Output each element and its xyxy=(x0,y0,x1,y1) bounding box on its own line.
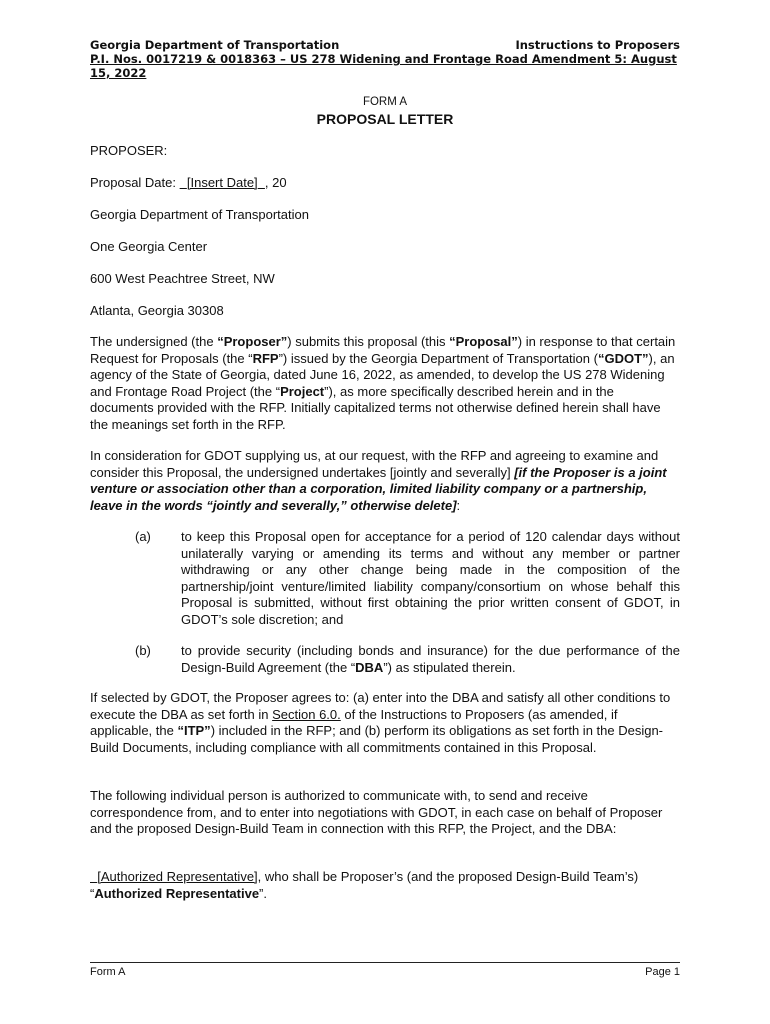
proposal-date-placeholder: [Insert Date] xyxy=(186,175,258,190)
form-label: FORM A xyxy=(362,96,408,108)
list-item-text: to keep this Proposal open for acceptance for a period of 120 calendar days without unilaterally varying or amending its terms and without any member or partner withdrawing or any other change being made in the composition of the partnership/joint venture/limited liability company/consortium on whose behalf this Proposal is submitted, without first obtaining the prior written consent of GDOT, in GDOT’s sole discretion; and xyxy=(181,529,680,627)
address-line-3: 600 West Peachtree Street, NW xyxy=(90,271,275,286)
proposal-date-suffix: , 20 xyxy=(264,175,287,190)
footer-form-label: Form A xyxy=(90,966,126,978)
paragraph-authorization: The following individual person is authorized to communicate with, to send and receive correspondence from, and to enter into negotiations with GDOT, in each case on behalf of Proposer and the proposed Design-Build Team in connection with this RFP, the Project, and the DBA: xyxy=(90,788,663,836)
list-item-label: (a) xyxy=(135,529,151,544)
list-item-label: (b) xyxy=(135,643,151,658)
list-item-a xyxy=(90,529,680,629)
proposer-label: PROPOSER: xyxy=(90,143,168,158)
running-footer xyxy=(90,966,680,978)
proposal-date xyxy=(90,175,680,192)
paragraph-authorized-representative: [Authorized Representative], who shall be Proposer’s (and the proposed Design-Build Team’s) “Authorized Representative”. xyxy=(90,869,639,901)
bracketed-instruction: [if the Proposer is a joint venture or association other than a corporation, limited liability company or a partnership, leave in the words “jointly and severally,” otherwise delete] xyxy=(90,464,667,513)
list-item-b xyxy=(90,643,680,677)
address-line-4: Atlanta, Georgia 30308 xyxy=(90,303,224,318)
paragraph-introduction: The undersigned (the “Proposer”) submits this proposal (this “Proposal”) in response to that certain Request for Proposals (the “RFP”) issued by the Georgia Department of Transportation (“GDOT”), an agency of the State of Georgia, dated June 16, 2022, as amended, to develop the US 278 Widening and Frontage Road Project (the “Project”), as more specifically described herein and in the documents provided with the RFP. Initially capitalized terms not otherwise defined herein shall have the meanings set forth in the RFP. xyxy=(90,334,676,432)
section-reference: Section 6.0. xyxy=(272,706,341,722)
header-doc-title: Instructions to Proposers xyxy=(515,38,680,52)
header-project-line: P.I. Nos. 0017219 & 0018363 – US 278 Widening and Frontage Road Amendment 5: August 15, 2022 xyxy=(90,52,677,80)
address-line-1: Georgia Department of Transportation xyxy=(90,207,309,222)
form-title: PROPOSAL LETTER xyxy=(316,111,454,127)
header-org: Georgia Department of Transportation xyxy=(90,38,340,52)
document-page xyxy=(90,0,680,1024)
list-item-text: to provide security (including bonds and insurance) for the due performance of the Design-Build Agreement (the “DBA”) as stipulated therein. xyxy=(181,643,680,675)
paragraph-consideration: In consideration for GDOT supplying us, at our request, with the RFP and agreeing to examine and consider this Proposal, the undersigned undertakes [jointly and severally] [if the Proposer is a joint venture or association other than a corporation, limited liability company or a partnership, leave in the words “jointly and severally,” otherwise delete]: xyxy=(90,448,667,513)
footer-rule xyxy=(90,962,680,963)
paragraph-selection: If selected by GDOT, the Proposer agrees to: (a) enter into the DBA and satisfy all other conditions to execute the DBA as set forth in Section 6.0. of the Instructions to Proposers (as amended, if applicable, the “ITP”) included in the RFP; and (b) perform its obligations as set forth in the Design-Build Documents, including compliance with all commitments contained in this Proposal. xyxy=(90,690,671,755)
representative-placeholder: [Authorized Representative] xyxy=(97,869,258,884)
running-header xyxy=(90,38,680,80)
footer-page-number: Page 1 xyxy=(645,966,680,978)
address-line-2: One Georgia Center xyxy=(90,239,208,254)
proposal-date-prefix: Proposal Date: xyxy=(90,175,176,190)
